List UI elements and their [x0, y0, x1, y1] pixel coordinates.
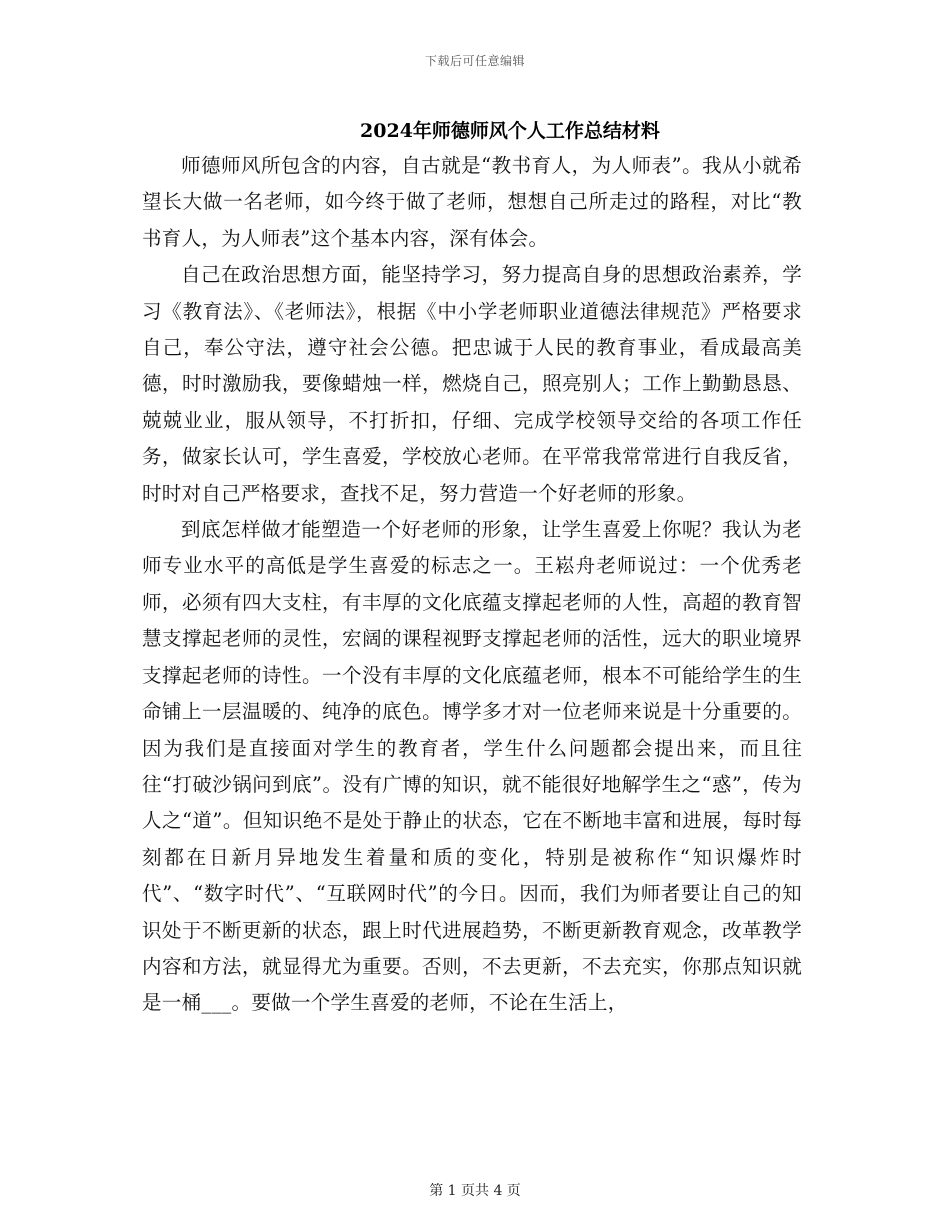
header-note: 下载后可任意编辑 [424, 54, 525, 68]
document-body [142, 148, 802, 1022]
document-title: 2024年师德师风个人工作总结材料 [360, 120, 660, 142]
page-number: 第 1 页共 4 页 [429, 1183, 521, 1199]
paragraph-1: 师德师风所包含的内容，自古就是“教书育人，为人师表”。我从小就希望长大做一名老师，如今终于做了老师，想想自己所走过的路程，对比“教书育人，为人师表”这个基本内容，深有体会。 [142, 154, 802, 250]
paragraph-3: 到底怎样做才能塑造一个好老师的形象，让学生喜爱上你呢？我认为老师专业水平的高低是学生喜爱的标志之一。王崧舟老师说过：一个优秀老师，必须有四大支柱，有丰厚的文化底蕴支撑起老师的人性，高超的教育智慧支撑起老师的灵性，宏阔的课程视野支撑起老师的活性，远大的职业境界支撑起老师的诗性。一个没有丰厚的文化底蕴老师，根本不可能给学生的生命铺上一层温暖的、纯净的底色。博学多才对一位老师来说是十分重要的。因为我们是直接面对学生的教育者，学生什么问题都会提出来，而且往往“打破沙锅问到底”。没有广博的知识，就不能很好地解学生之“惑”，传为人之“道”。但知识绝不是处于静止的状态，它在不断地丰富和进展，每时每刻都在日新月异地发生着量和质的变化，特别是被称作“知识爆炸时代”、“数字时代”、“互联网时代”的今日。因而，我们为师者要让自己的知识处于不断更新的状态，跟上时代进展趋势，不断更新教育观念，改革教学内容和方法，就显得尤为重要。否则，不去更新，不去充实，你那点知识就是一桶___。要做一个学生喜爱的老师，不论在生活上， [142, 518, 802, 1015]
paragraph-2: 自己在政治思想方面，能坚持学习，努力提高自身的思想政治素养，学习《教育法》、《老师法》，根据《中小学老师职业道德法律规范》严格要求自己，奉公守法，遵守社会公德。把忠诚于人民的教育事业，看成最高美德，时时激励我，要像蜡烛一样，燃烧自己，照亮别人；工作上勤勤恳恳、兢兢业业，服从领导，不打折扣，仔细、完成学校领导交给的各项工作任务，做家长认可，学生喜爱，学校放心老师。在平常我常常进行自我反省，时时对自己严格要求，查找不足，努力营造一个好老师的形象。 [142, 263, 802, 505]
